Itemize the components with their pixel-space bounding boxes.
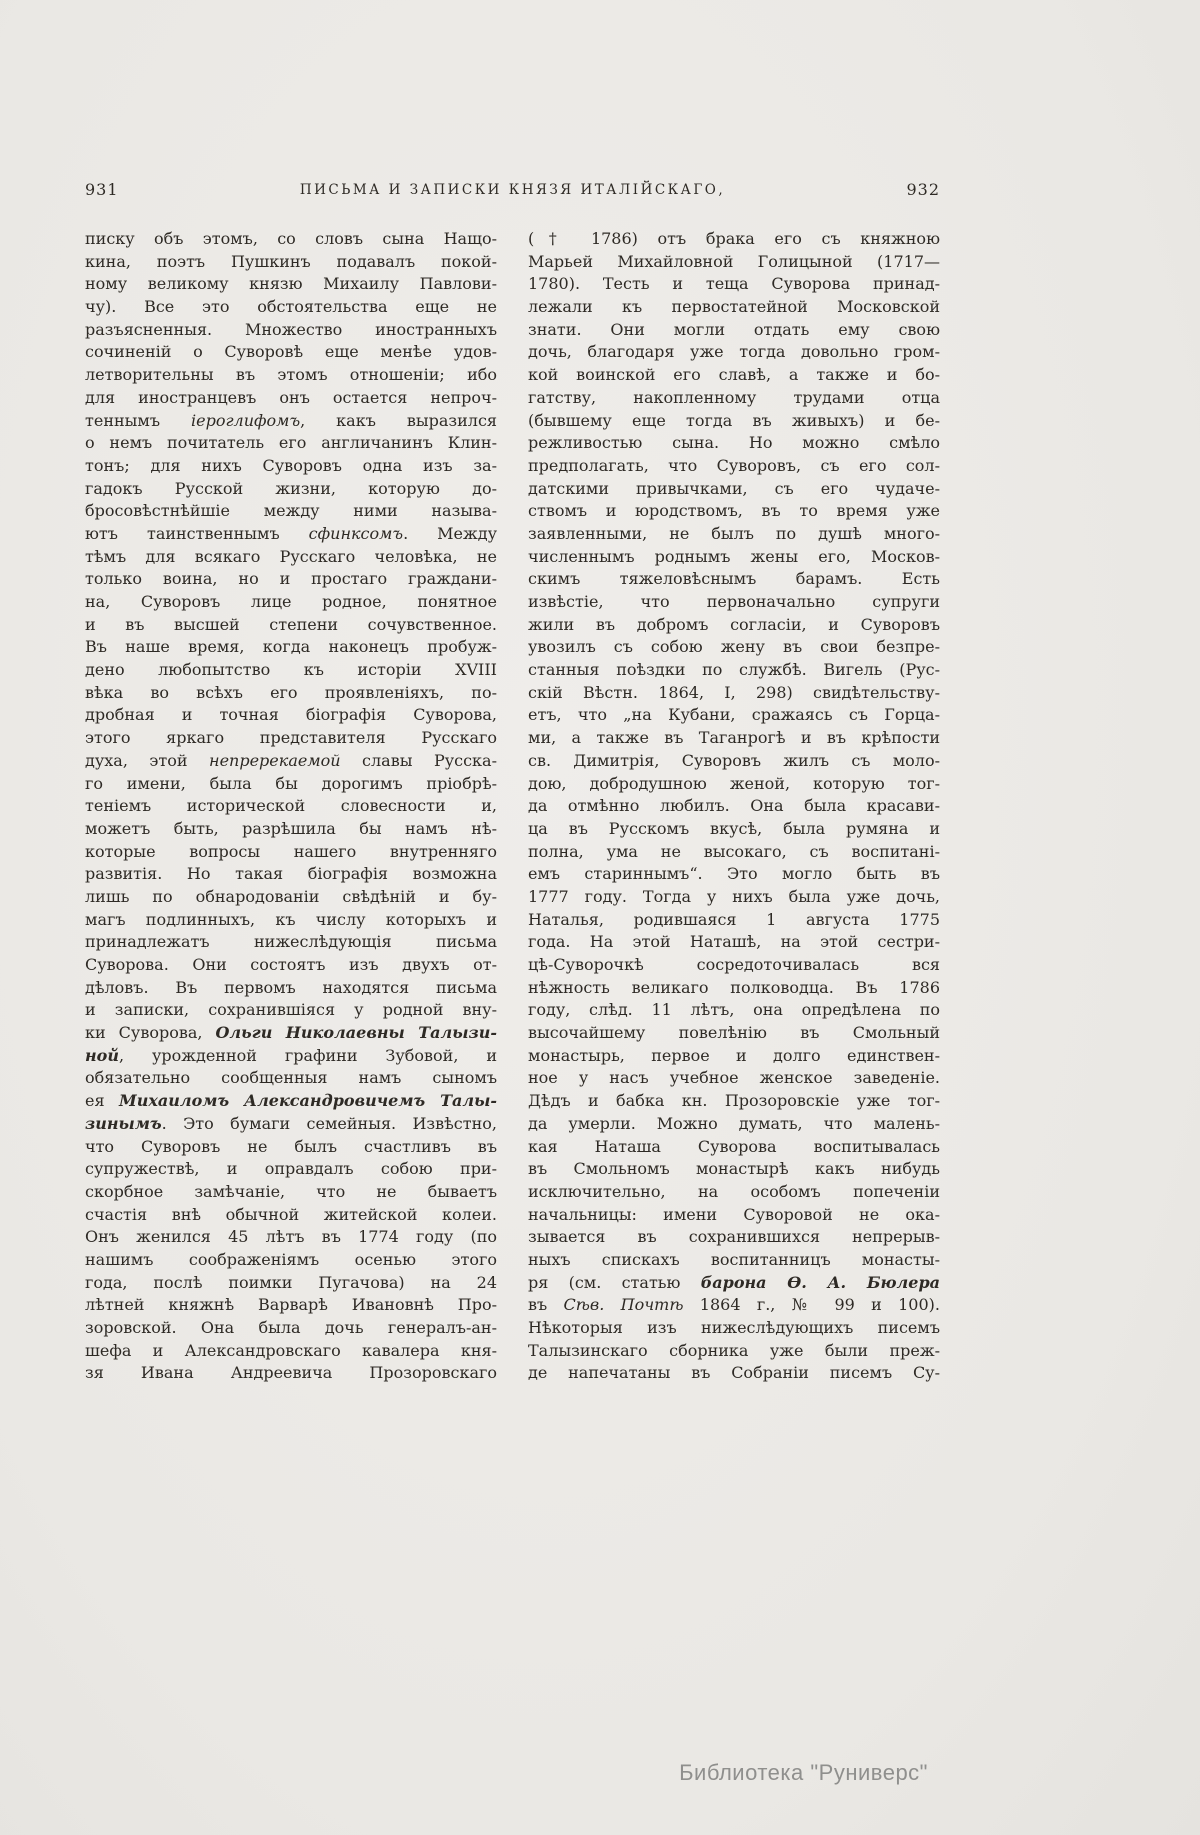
text-line bbox=[85, 410, 497, 433]
text-segment: года, послѣ поимки Пугачова) на 24 bbox=[85, 1272, 497, 1292]
page-number-right: 932 bbox=[906, 180, 940, 199]
text-segment: Въ наше время, когда наконецъ пробуж- bbox=[85, 637, 497, 657]
text-line bbox=[85, 841, 497, 864]
text-line bbox=[85, 1249, 497, 1272]
text-segment: кина, поэтъ Пушкинъ подавалъ покой- bbox=[85, 251, 497, 271]
text-line bbox=[85, 1226, 497, 1249]
text-segment: лѣтней княжнѣ Варварѣ Ивановнѣ Про- bbox=[85, 1295, 497, 1315]
text-segment: (бывшему еще тогда въ живыхъ) и бе- bbox=[528, 410, 940, 430]
text-segment: и записки, сохранившіяся у родной вну- bbox=[85, 1000, 497, 1020]
text-line bbox=[528, 387, 940, 410]
text-segment: ютъ таинственнымъ bbox=[85, 523, 309, 543]
text-segment: году, слѣд. 11 лѣтъ, она опредѣлена по bbox=[528, 1000, 940, 1020]
text-segment: гатству, накопленному трудами отца bbox=[528, 387, 940, 407]
text-line bbox=[85, 795, 497, 818]
text-segment: о немъ почитатель его англичанинъ Клин- bbox=[85, 433, 497, 453]
text-segment: зывается въ сохранившихся непрерыв- bbox=[528, 1227, 940, 1247]
text-segment: писку объ этомъ, со словъ сына Нащо- bbox=[85, 229, 497, 248]
text-line bbox=[528, 591, 940, 614]
text-segment: ки Суворова, bbox=[85, 1023, 216, 1043]
text-line bbox=[528, 273, 940, 296]
text-line bbox=[85, 1136, 497, 1159]
text-segment: начальницы: имени Суворовой не ока- bbox=[528, 1204, 940, 1224]
text-segment: принадлежатъ нижеслѣдующія письма bbox=[85, 932, 497, 952]
text-line bbox=[528, 954, 940, 977]
text-segment: да умерли. Можно думать, что малень- bbox=[528, 1113, 940, 1133]
text-segment: ное у насъ учебное женское заведеніе. bbox=[528, 1068, 940, 1088]
text-line bbox=[528, 546, 940, 569]
text-segment: кая Наташа Суворова воспитывалась bbox=[528, 1136, 940, 1156]
text-line bbox=[85, 341, 497, 364]
text-line bbox=[528, 818, 940, 841]
text-segment: , урожденной графини Зубовой, и bbox=[118, 1045, 497, 1065]
text-segment: скорбное замѣчаніе, что не бываетъ bbox=[85, 1181, 497, 1201]
text-segment: нѣжность великаго полководца. Въ 1786 bbox=[528, 977, 940, 997]
text-line bbox=[85, 1294, 497, 1317]
text-line bbox=[85, 1340, 497, 1363]
text-line bbox=[85, 773, 497, 796]
text-segment: можетъ быть, разрѣшила бы намъ нѣ- bbox=[85, 818, 497, 838]
text-segment: да отмѣнно любилъ. Она была красави- bbox=[528, 796, 940, 816]
text-line bbox=[85, 546, 497, 569]
text-segment: извѣстіе, что первоначально супруги bbox=[528, 592, 940, 611]
text-segment: дробная и точная біографія Суворова, bbox=[85, 705, 497, 725]
text-line bbox=[528, 478, 940, 501]
text-line bbox=[528, 319, 940, 342]
text-segment: и въ высшей степени сочувственное. bbox=[85, 614, 497, 634]
text-line bbox=[85, 614, 497, 637]
italic-text: іероглифомъ bbox=[190, 410, 301, 430]
text-segment: ца въ Русскомъ вкусѣ, была румяна и bbox=[528, 818, 940, 838]
text-segment: гадокъ Русской жизни, которую до- bbox=[85, 478, 497, 498]
text-columns bbox=[85, 228, 940, 1385]
text-segment: де напечатаны въ Собраніи писемъ Су- bbox=[528, 1363, 940, 1383]
text-segment: Дѣдъ и бабка кн. Прозоровскіе уже тог- bbox=[528, 1091, 940, 1111]
text-line bbox=[528, 886, 940, 909]
text-line bbox=[528, 750, 940, 773]
text-line bbox=[528, 659, 940, 682]
text-line bbox=[528, 999, 940, 1022]
text-line bbox=[528, 909, 940, 932]
text-segment: дочь, благодаря уже тогда довольно гром- bbox=[528, 342, 940, 362]
text-segment: режливостью сына. Но можно смѣло bbox=[528, 433, 940, 453]
text-segment: скимъ тяжеловѣснымъ барамъ. Есть bbox=[528, 569, 940, 589]
text-line bbox=[528, 1045, 940, 1068]
text-line bbox=[528, 636, 940, 659]
text-segment: высочайшему повелѣнію въ Смольный bbox=[528, 1023, 940, 1043]
text-segment: , какъ выразился bbox=[300, 410, 497, 430]
text-line bbox=[528, 1136, 940, 1159]
text-line bbox=[528, 523, 940, 546]
bold-italic-text: Михаиломъ Александровичемъ Талы- bbox=[119, 1091, 497, 1111]
text-line bbox=[85, 954, 497, 977]
text-line bbox=[85, 1362, 497, 1385]
text-line bbox=[85, 863, 497, 886]
text-segment: 1780). Тесть и теща Суворова принад- bbox=[528, 274, 940, 294]
italic-text: сфинксомъ bbox=[308, 523, 404, 543]
text-segment: Марьей Михайловной Голицыной (1717— bbox=[528, 251, 940, 271]
page-number-left: 931 bbox=[85, 180, 119, 199]
text-segment: Талызинскаго сборника уже были преж- bbox=[528, 1340, 940, 1360]
text-segment: дою, добродушною женой, которую тог- bbox=[528, 773, 940, 793]
text-line bbox=[85, 523, 497, 546]
text-line bbox=[528, 1067, 940, 1090]
text-line bbox=[528, 614, 940, 637]
text-segment: станныя поѣздки по службѣ. Вигель (Рус- bbox=[528, 660, 940, 680]
column-right bbox=[528, 228, 940, 1385]
bold-italic-text: зинымъ bbox=[85, 1113, 162, 1133]
text-segment: лежали къ первостатейной Московской bbox=[528, 297, 940, 317]
text-segment: ея bbox=[85, 1091, 120, 1111]
text-segment: сочиненій о Суворовѣ еще менѣе удов- bbox=[85, 342, 497, 362]
text-line bbox=[85, 1022, 497, 1045]
text-line bbox=[85, 977, 497, 1000]
text-line bbox=[85, 727, 497, 750]
text-line bbox=[85, 364, 497, 387]
text-line bbox=[528, 931, 940, 954]
text-segment: . Между bbox=[403, 523, 497, 543]
text-line bbox=[85, 273, 497, 296]
bold-italic-text: ной bbox=[85, 1045, 119, 1065]
text-segment: св. Димитрія, Суворовъ жилъ съ моло- bbox=[528, 750, 940, 770]
text-line bbox=[85, 1317, 497, 1340]
text-segment: Суворова. Они состоятъ изъ двухъ от- bbox=[85, 955, 497, 974]
text-line bbox=[528, 1022, 940, 1045]
text-segment: († 1786) отъ брака его съ княжною bbox=[528, 229, 940, 248]
text-segment: 1864 г., № 99 и 100). bbox=[683, 1295, 940, 1315]
text-segment: теннымъ bbox=[85, 410, 191, 430]
text-line bbox=[85, 999, 497, 1022]
text-line bbox=[528, 727, 940, 750]
text-segment: знати. Они могли отдать ему свою bbox=[528, 319, 940, 339]
page-header bbox=[85, 180, 940, 204]
text-line bbox=[528, 341, 940, 364]
text-line bbox=[528, 841, 940, 864]
text-segment: датскими привычками, съ его чудаче- bbox=[528, 478, 940, 498]
text-line bbox=[528, 251, 940, 274]
text-segment: Нѣкоторыя изъ нижеслѣдующихъ писемъ bbox=[528, 1318, 940, 1337]
text-line bbox=[528, 500, 940, 523]
text-segment: года. На этой Наташѣ, на этой сестри- bbox=[528, 932, 940, 952]
text-segment: въ bbox=[528, 1295, 564, 1315]
bold-italic-text: Ольги Николаевны Талызи- bbox=[215, 1023, 497, 1043]
text-segment: которые вопросы нашего внутренняго bbox=[85, 841, 497, 861]
text-line bbox=[528, 1181, 940, 1204]
text-segment: только воина, но и простаго граждани- bbox=[85, 569, 497, 589]
text-line bbox=[85, 750, 497, 773]
text-segment: магъ подлинныхъ, къ числу которыхъ и bbox=[85, 909, 497, 929]
text-segment: ствомъ и юродствомъ, въ то время уже bbox=[528, 501, 940, 521]
column-left bbox=[85, 228, 497, 1385]
text-segment: 1777 году. Тогда у нихъ была уже дочь, bbox=[528, 886, 940, 906]
text-line bbox=[85, 500, 497, 523]
text-line bbox=[528, 432, 940, 455]
text-line bbox=[85, 387, 497, 410]
text-segment: ми, а также въ Таганрогѣ и въ крѣпости bbox=[528, 728, 940, 748]
text-segment: исключительно, на особомъ попеченіи bbox=[528, 1181, 940, 1201]
text-line bbox=[528, 977, 940, 1000]
text-segment: теніемъ исторической словесности и, bbox=[85, 796, 497, 816]
text-segment: заявленными, не былъ по душѣ много- bbox=[528, 523, 940, 543]
text-segment: скій Вѣстн. 1864, I, 298) свидѣтельству- bbox=[528, 682, 940, 702]
running-title: ПИСЬМА И ЗАПИСКИ КНЯЗЯ ИТАЛІЙСКАГО, bbox=[299, 182, 726, 198]
text-segment: въ Смольномъ монастырѣ какъ нибудь bbox=[528, 1159, 940, 1179]
text-segment: тѣмъ для всякаго Русскаго человѣка, не bbox=[85, 546, 497, 566]
text-segment: на, Суворовъ лице родное, понятное bbox=[85, 592, 497, 611]
text-line bbox=[85, 1113, 497, 1136]
text-line bbox=[528, 1226, 940, 1249]
text-line bbox=[85, 1204, 497, 1227]
text-line bbox=[528, 455, 940, 478]
text-segment: жили въ добромъ согласіи, и Суворовъ bbox=[528, 614, 940, 634]
text-line bbox=[528, 1362, 940, 1385]
text-line bbox=[528, 1249, 940, 1272]
text-segment: лишь по обнародованіи свѣдѣній и бу- bbox=[85, 886, 497, 906]
library-watermark: Библиотека "Руниверс" bbox=[679, 1760, 928, 1785]
text-segment: зя Ивана Андреевича Прозоровскаго bbox=[85, 1363, 497, 1383]
text-segment: духа, этой bbox=[85, 750, 210, 770]
italic-text: Сѣв. Почтѣ bbox=[563, 1295, 684, 1315]
text-segment: шефа и Александровскаго кавалера кня- bbox=[85, 1340, 497, 1360]
text-line bbox=[528, 1204, 940, 1227]
text-segment: ному великому князю Михаилу Павлови- bbox=[85, 274, 497, 294]
text-line bbox=[528, 773, 940, 796]
text-segment: развитія. Но такая біографія возможна bbox=[85, 864, 497, 884]
text-segment: счастія внѣ обычной житейской колеи. bbox=[85, 1204, 497, 1224]
text-line bbox=[528, 1340, 940, 1363]
text-segment: численнымъ роднымъ жены его, Москов- bbox=[528, 546, 940, 566]
text-segment: ныхъ спискахъ воспитанницъ монасты- bbox=[528, 1249, 940, 1269]
text-line bbox=[85, 455, 497, 478]
text-segment: летворительны въ этомъ отношеніи; ибо bbox=[85, 365, 497, 385]
text-line bbox=[85, 591, 497, 614]
text-line bbox=[85, 1181, 497, 1204]
text-line bbox=[85, 568, 497, 591]
text-line bbox=[85, 931, 497, 954]
text-line bbox=[85, 319, 497, 342]
text-segment: обязательно сообщенныя намъ сыномъ bbox=[85, 1068, 497, 1088]
text-segment: разъясненныя. Множество иностранныхъ bbox=[85, 319, 497, 339]
text-segment: дено любопытство къ исторіи XVIII bbox=[85, 660, 497, 680]
text-line bbox=[85, 478, 497, 501]
text-line bbox=[528, 1317, 940, 1340]
text-line bbox=[528, 1294, 940, 1317]
text-segment: полна, ума не высокаго, съ воспитані- bbox=[528, 841, 940, 861]
bold-italic-text: барона Ѳ. А. Бюлера bbox=[700, 1272, 940, 1292]
text-line bbox=[85, 636, 497, 659]
text-segment: нашимъ соображеніямъ осенью этого bbox=[85, 1249, 497, 1269]
text-segment: этого яркаго представителя Русскаго bbox=[85, 728, 497, 748]
text-segment: увозилъ съ собою жену въ свои безпре- bbox=[528, 637, 940, 657]
text-segment: етъ, что „на Кубани, сражаясь съ Горца- bbox=[528, 705, 940, 725]
text-segment: монастырь, первое и долго единствен- bbox=[528, 1045, 940, 1065]
text-segment: славы Русска- bbox=[340, 750, 497, 770]
text-line bbox=[528, 1158, 940, 1181]
text-line bbox=[85, 1067, 497, 1090]
text-line bbox=[85, 1272, 497, 1295]
text-line bbox=[85, 296, 497, 319]
text-line bbox=[85, 886, 497, 909]
text-line bbox=[528, 682, 940, 705]
text-segment: Онъ женился 45 лѣтъ въ 1774 году (по bbox=[85, 1227, 497, 1247]
text-line bbox=[85, 704, 497, 727]
text-line bbox=[85, 228, 497, 251]
text-line bbox=[85, 818, 497, 841]
text-segment: . Это бумаги семейныя. Извѣстно, bbox=[161, 1113, 497, 1133]
text-segment: дѣловъ. Въ первомъ находятся письма bbox=[85, 977, 497, 997]
text-line bbox=[85, 909, 497, 932]
text-line bbox=[528, 568, 940, 591]
text-segment: для иностранцевъ онъ остается непроч- bbox=[85, 387, 497, 407]
text-line bbox=[528, 1272, 940, 1295]
text-segment: емъ стариннымъ“. Это могло быть въ bbox=[528, 864, 940, 884]
text-segment: супружествѣ, и оправдалъ собою при- bbox=[85, 1159, 497, 1179]
text-segment: бросовѣстнѣйшіе между ними называ- bbox=[85, 501, 497, 521]
italic-text: непререкаемой bbox=[209, 750, 341, 770]
text-line bbox=[85, 1090, 497, 1113]
text-line bbox=[528, 410, 940, 433]
text-line bbox=[85, 251, 497, 274]
text-line bbox=[85, 432, 497, 455]
text-segment: тонъ; для нихъ Суворовъ одна изъ за- bbox=[85, 455, 497, 475]
text-segment: Наталья, родившаяся 1 августа 1775 bbox=[528, 909, 940, 929]
text-line bbox=[528, 863, 940, 886]
text-segment: зоровской. Она была дочь генералъ-ан- bbox=[85, 1318, 497, 1337]
text-line bbox=[85, 1045, 497, 1068]
text-line bbox=[528, 1113, 940, 1136]
text-segment: предполагать, что Суворовъ, съ его сол- bbox=[528, 455, 940, 475]
text-segment: вѣка во всѣхъ его проявленіяхъ, по- bbox=[85, 682, 497, 702]
text-segment: чу). Все это обстоятельства еще не bbox=[85, 297, 497, 317]
text-segment: го имени, была бы дорогимъ пріобрѣ- bbox=[85, 773, 497, 793]
text-line bbox=[85, 1158, 497, 1181]
text-segment: цѣ-Суворочкѣ сосредоточивалась вся bbox=[528, 955, 940, 974]
text-line bbox=[528, 296, 940, 319]
text-line bbox=[85, 682, 497, 705]
text-segment: ря (см. статью bbox=[528, 1272, 701, 1292]
text-line bbox=[528, 1090, 940, 1113]
text-line bbox=[528, 795, 940, 818]
text-line bbox=[528, 704, 940, 727]
text-line bbox=[85, 659, 497, 682]
text-segment: кой воинской его славѣ, а также и бо- bbox=[528, 365, 940, 385]
text-segment: что Суворовъ не былъ счастливъ въ bbox=[85, 1136, 497, 1156]
text-line bbox=[528, 228, 940, 251]
text-line bbox=[528, 364, 940, 387]
